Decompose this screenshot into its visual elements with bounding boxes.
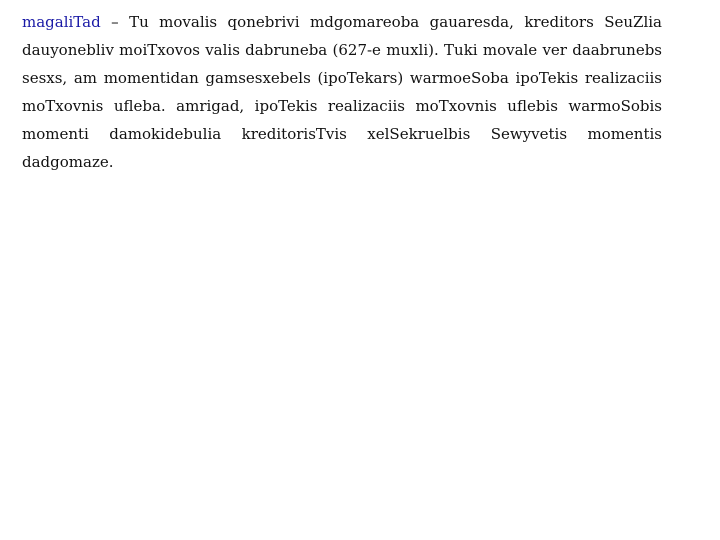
paragraph-body: – Tu movalis qonebrivi mdgomareoba gauaresda, kreditors SeuZlia dauyonebliv moiTxovos valis dabruneba (627-e muxli). Tuki movale ver daabrunebs sesxs, am momentidan gamsesxebels (ipoTekars) warmoeSoba ipoTekis realizaciis moTxovnis ufleba. amrigad, ipoTekis realizaciis moTxovnis uflebis warmoSobis momenti damokidebulia kreditorisTvis xelSekruelbis Sewyvetis momentis dadgomaze. — [22, 13, 662, 171]
lead-term: magaliTad — [22, 13, 101, 31]
paragraph — [22, 8, 662, 176]
document-page — [22, 8, 662, 176]
